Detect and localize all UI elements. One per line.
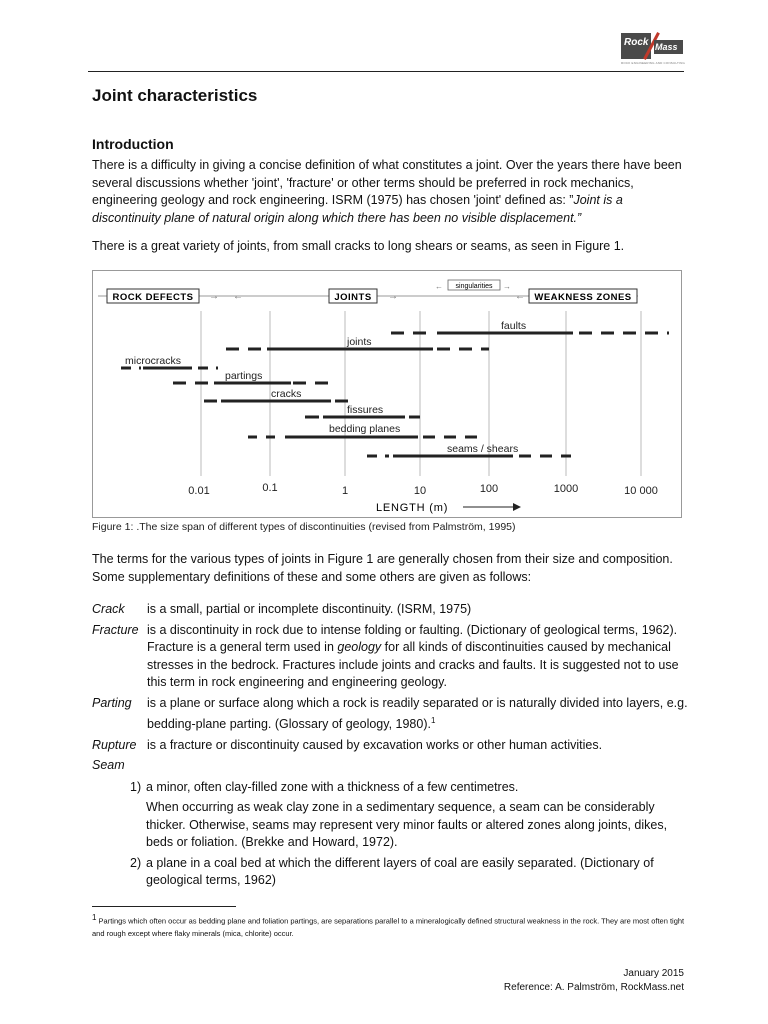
label-faults: faults bbox=[501, 320, 527, 332]
text-parting bbox=[147, 695, 692, 734]
joint-definition-quote: Joint is a discontinuity plane of natural origin along which there has been no visible displacement.” bbox=[92, 193, 623, 225]
page-title: Joint characteristics bbox=[92, 86, 258, 105]
seam-definition-1 bbox=[130, 779, 692, 797]
tick-1: 1 bbox=[341, 485, 349, 497]
label-fissures: fissures bbox=[347, 404, 384, 416]
seam-text-1: a minor, often clay-filled zone with a thickness of a few centimetres. bbox=[146, 779, 519, 794]
footer-date: January 2015 bbox=[623, 968, 684, 979]
text-rupture: is a fracture or discontinuity caused by excavation works or other human activities. bbox=[147, 737, 603, 752]
grid-lines bbox=[201, 311, 641, 476]
discontinuity-bars bbox=[121, 333, 669, 456]
term-parting: Parting bbox=[92, 695, 132, 710]
footnote-mark: 1 bbox=[92, 913, 97, 922]
term-rupture: Rupture bbox=[92, 737, 137, 752]
tick-0.1: 0.1 bbox=[262, 482, 278, 494]
header-joints: JOINTS bbox=[334, 292, 372, 303]
term-seam: Seam bbox=[92, 758, 125, 773]
footnote-text: Partings which often occur as bedding plane and foliation partings, are separations parallel to a mineralogically defined structural weakness in the rock. They are most often tight and rough except where flaky minerals (mica, chlorite) occur. bbox=[92, 916, 685, 938]
tick-1000: 1000 bbox=[553, 483, 579, 495]
figure-1-frame bbox=[92, 270, 682, 518]
logo-tagline: ROCK ENGINEERING AND CONSULTING bbox=[621, 61, 685, 65]
x-axis-arrowhead bbox=[513, 503, 521, 511]
footer-reference: Reference: A. Palmström, RockMass.net bbox=[503, 982, 684, 993]
arrow-left-2: ← bbox=[515, 291, 525, 302]
section-heading-introduction: Introduction bbox=[92, 136, 174, 152]
seam-definition-2 bbox=[130, 855, 692, 890]
terms-intro-paragraph: The terms for the various types of joints in Figure 1 are generally chosen from their size and composition. Some supplementary definitions of these and some others are given as follows: bbox=[92, 552, 673, 584]
definition-rupture bbox=[92, 737, 692, 755]
definition-fracture bbox=[92, 622, 692, 692]
definition-crack bbox=[92, 601, 692, 619]
tick-100: 100 bbox=[479, 483, 499, 495]
label-partings: partings bbox=[225, 370, 263, 382]
term-crack: Crack bbox=[92, 602, 125, 616]
header-singularities: singularities bbox=[455, 283, 493, 290]
tick-labels bbox=[188, 482, 658, 497]
text-fracture bbox=[147, 622, 692, 692]
header-weakness-zones: WEAKNESS ZONES bbox=[534, 292, 632, 303]
label-bedding-planes: bedding planes bbox=[329, 423, 401, 435]
tick-10: 10 bbox=[413, 485, 427, 497]
logo-rock-block: Rock bbox=[621, 33, 651, 59]
tick-10000: 10 000 bbox=[624, 485, 658, 497]
fracture-text-a: is a discontinuity in rock due to intense folding or faulting. (Dictionary of geological terms, 1962). Fracture is a general term used in bbox=[147, 622, 678, 654]
logo-mass-block: Mass bbox=[654, 40, 683, 54]
text-crack: is a small, partial or incomplete discontinuity. (ISRM, 1975) bbox=[147, 602, 472, 616]
x-axis-label: LENGTH (m) bbox=[376, 502, 449, 514]
arrow-right-1: → bbox=[209, 291, 219, 302]
label-cracks: cracks bbox=[271, 388, 302, 400]
definition-parting bbox=[92, 695, 692, 734]
header-rock-defects: ROCK DEFECTS bbox=[112, 292, 194, 303]
arrow-left-3: ← bbox=[435, 282, 443, 291]
discontinuity-size-diagram bbox=[93, 271, 683, 519]
footnote bbox=[92, 912, 692, 940]
label-microcracks: microcracks bbox=[125, 355, 182, 367]
seam-text-1-extra: When occurring as weak clay zone in a sedimentary sequence, a seam can be considerably thicker. Otherwise, seams may represent very minor faults or altered zones along joints, dikes, beds or foliation. (Brekke and Howard, 1972). bbox=[146, 800, 668, 850]
tick-0.01: 0.01 bbox=[188, 485, 210, 497]
footnote-rule bbox=[92, 906, 236, 907]
header-rule bbox=[88, 71, 684, 72]
arrow-right-2: → bbox=[388, 291, 398, 302]
arrow-right-3: → bbox=[503, 282, 511, 291]
figure-1-caption: Figure 1: .The size span of different types of discontinuities (revised from Palmström, 1995) bbox=[92, 521, 516, 533]
parting-text: is a plane or surface along which a rock is readily separated or is naturally divided into layers, e.g. bedding-plane parting. (Glossary of geology, 1980). bbox=[147, 695, 688, 732]
fracture-text-b: for all kinds of discontinuities caused by mechanical stresses in the bedrock. Fractures include joints and cracks and faults. It is suggested not to use this term in rock engineering and engineering geology. bbox=[147, 640, 679, 689]
arrow-left-1: ← bbox=[233, 291, 243, 302]
seam-number-1: 1) bbox=[130, 779, 142, 794]
fracture-geology-word: geology bbox=[337, 640, 382, 654]
label-seams-shears: seams / shears bbox=[447, 443, 519, 455]
term-fracture: Fracture bbox=[92, 622, 139, 637]
definitions-list bbox=[92, 601, 692, 893]
label-joints: joints bbox=[347, 336, 372, 348]
rockmass-logo bbox=[621, 33, 683, 69]
seam-text-2: a plane in a coal bed at which the different layers of coal are easily separated. (Dictionary of geological terms, 1962) bbox=[146, 855, 654, 888]
intro-paragraph-2: There is a great variety of joints, from small cracks to long shears or seams, as seen in Figure 1. bbox=[92, 239, 625, 253]
intro-text: There is a difficulty in giving a concise definition of what constitutes a joint. Over the years there have been several discussions whether 'joint', 'fracture' or other terms should be preferred in rock mechanics, engineering geology and rock engineering. ISRM (1975) has chosen 'joint' defined as: ” bbox=[92, 158, 682, 207]
intro-paragraph bbox=[92, 157, 688, 227]
seam-number-2: 2) bbox=[130, 855, 142, 870]
footnote-ref: 1 bbox=[430, 716, 436, 725]
